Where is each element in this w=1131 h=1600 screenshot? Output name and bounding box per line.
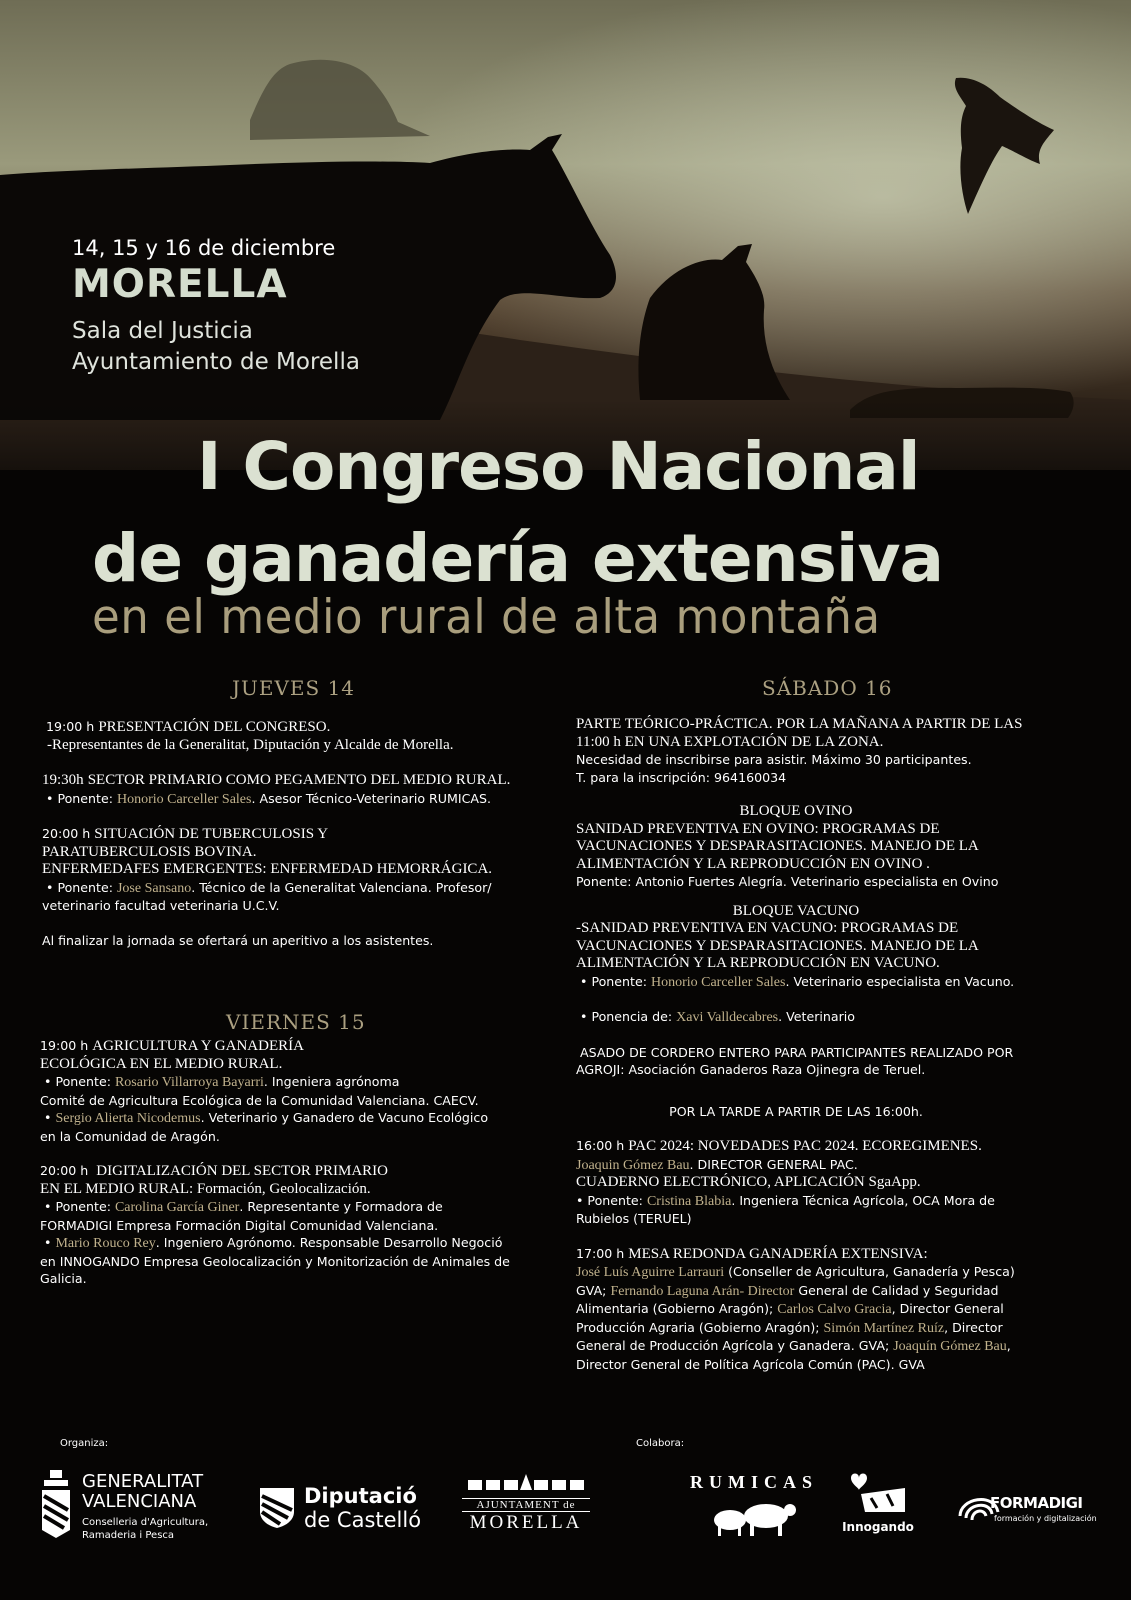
speaker-line-cont: veterinario facultad veterinaria U.C.V. — [42, 898, 280, 913]
formadigi-tagline: formación y digitalización — [994, 1514, 1097, 1523]
program-item-title: CUADERNO ELECTRÓNICO, APLICACIÓN SgaApp. — [576, 1174, 921, 1190]
day-heading-viernes: VIERNES 15 — [226, 1010, 366, 1034]
lunch-note: ASADO DE CORDERO ENTERO PARA PARTICIPANTES REALIZADO POR — [580, 1044, 1014, 1060]
formadigi-logo — [954, 1486, 1104, 1536]
program-item: 20:00 h SITUACIÓN DE TUBERCULOSIS Y — [42, 826, 329, 842]
registration-note: Necesidad de inscribirse para asistir. Máximo 30 participantes. — [576, 752, 972, 767]
jueves-note: Al finalizar la jornada se ofertará un aperitivo a los asistentes. — [42, 932, 434, 948]
gva-line-1: GENERALITAT — [82, 1471, 204, 1492]
speaker-line: • Mario Rouco Rey. Ingeniero Agrónomo. Responsable Desarrollo Negoció — [40, 1235, 503, 1251]
speaker-line-cont: Galicia. — [40, 1271, 87, 1286]
program-item-title: ECOLÓGICA EN EL MEDIO RURAL. — [40, 1055, 283, 1072]
program-item-title: PARATUBERCULOSIS BOVINA. — [42, 843, 257, 860]
congress-title-line-2: de ganadería extensiva — [92, 520, 944, 597]
program-item: 17:00 h MESA REDONDA GANADERÍA EXTENSIVA: — [576, 1245, 928, 1262]
congress-subtitle: en el medio rural de alta montaña — [92, 590, 881, 645]
speaker-line: • Ponente: Honorio Carceller Sales. Asesor Técnico-Veterinario RUMICAS. — [46, 790, 492, 807]
speaker-line-cont: en la Comunidad de Aragón. — [40, 1128, 220, 1144]
day-heading-sabado: SÁBADO 16 — [762, 676, 893, 700]
speaker-line-cont: en INNOGANDO Empresa Geolocalización y Monitorización de Animales de — [40, 1253, 510, 1269]
lunch-note: AGROJI: Asociación Ganaderos Raza Ojinegra de Teruel. — [576, 1062, 926, 1077]
program-item: 19:00 h AGRICULTURA Y GANADERÍA — [40, 1038, 304, 1054]
innogando-name: Innogando — [842, 1520, 914, 1534]
speaker-line: • Ponente: Cristina Blabia. Ingeniera Técnica Agrícola, OCA Mora de — [576, 1192, 995, 1209]
program-item-title: ALIMENTACIÓN Y LA REPRODUCCIÓN EN OVINO . — [576, 855, 930, 872]
panel-line: Alimentaria (Gobierno Aragón); Carlos Calvo Gracia, Director General — [576, 1301, 1004, 1317]
cow-heart-icon — [847, 1472, 909, 1516]
program-item: 16:00 h PAC 2024: NOVEDADES PAC 2024. ECOREGIMENES. — [576, 1138, 982, 1154]
event-town: MORELLA — [72, 262, 288, 307]
colabora-label: Colabora: — [636, 1438, 685, 1449]
speaker-line-cont: Rubielos (TERUEL) — [576, 1211, 692, 1226]
rumicas-name: RUMICAS — [690, 1472, 819, 1492]
formadigi-name: FORMADIGI — [990, 1494, 1083, 1512]
panel-line: Director General de Política Agrícola Común (PAC). GVA — [576, 1356, 925, 1372]
ajuntament-line-1: AJUNTAMENT de — [462, 1498, 590, 1512]
ajuntament-line-2: MORELLA — [469, 1512, 583, 1533]
panel-line: José Luís Aguirre Larrauri (Conseller de Agricultura, Ganadería y Pesca) — [576, 1264, 1015, 1280]
diputacio-name — [304, 1484, 421, 1532]
program-item-title: EN EL MEDIO RURAL: Formación, Geolocalización. — [40, 1180, 371, 1197]
diputacio-emblem-icon — [258, 1486, 296, 1528]
gva-sub-2: Ramaderia i Pesca — [82, 1530, 175, 1541]
generalitat-logo — [38, 1466, 238, 1546]
program-item-title: VACUNACIONES Y DESPARASITACIONES. MANEJO DE LA — [576, 838, 979, 854]
speaker-line: Ponente: Antonio Fuertes Alegría. Veterinario especialista en Ovino — [576, 874, 999, 889]
livestock-icon — [702, 1498, 802, 1538]
ajuntament-logo — [462, 1472, 590, 1536]
speaker-line-cont: Comité de Agricultura Ecológica de la Comunidad Valenciana. CAECV. — [40, 1092, 479, 1108]
congress-title-line-1: I Congreso Nacional — [197, 428, 920, 505]
venue-line-1: Sala del Justicia — [72, 318, 253, 344]
program-item: 19:30h SECTOR PRIMARIO COMO PEGAMENTO DEL MEDIO RURAL. — [42, 772, 511, 788]
jueves-program — [42, 718, 562, 949]
gva-name — [82, 1472, 203, 1512]
dip-line-2: de Castelló — [304, 1508, 422, 1532]
rumicas-logo — [690, 1466, 819, 1546]
afternoon-note: POR LA TARDE A PARTIR DE LAS 16:00h. — [669, 1103, 923, 1119]
event-venue — [72, 316, 360, 378]
dip-line-1: Diputació — [304, 1484, 417, 1508]
program-item-desc: -Representantes de la Generalitat, Diputación y Alcalde de Morella. — [47, 736, 454, 753]
day-heading-jueves: JUEVES 14 — [232, 676, 356, 700]
program-item-title: ENFERMEDAFES EMERGENTES: ENFERMEDAD HEMORRÁGICA. — [42, 861, 493, 877]
program-intro: PARTE TEÓRICO-PRÁCTICA. POR LA MAÑANA A PARTIR DE LAS — [576, 716, 1023, 732]
program-item: 20:00 h DIGITALIZACIÓN DEL SECTOR PRIMARIO — [40, 1163, 388, 1179]
program-item-title: ALIMENTACIÓN Y LA REPRODUCCIÓN EN VACUNO. — [576, 955, 940, 971]
speaker-line: • Ponente: Carolina García Giner. Representante y Formadora de — [44, 1199, 443, 1215]
speaker-line: Joaquin Gómez Bau. DIRECTOR GENERAL PAC. — [576, 1156, 858, 1173]
crown-icon — [466, 1472, 586, 1492]
diputacio-logo — [258, 1484, 438, 1534]
organiza-label: Organiza: — [60, 1438, 109, 1449]
panel-line: Producción Agraria (Gobierno Aragón); Simón Martínez Ruíz, Director — [576, 1319, 1003, 1336]
block-heading-vacuno: BLOQUE VACUNO — [732, 902, 860, 919]
sabado-program — [576, 716, 1096, 1373]
registration-phone: T. para la inscripción: 964160034 — [576, 769, 787, 785]
generalitat-shield-icon — [38, 1466, 74, 1538]
speaker-line: • Ponente: Honorio Carceller Sales. Veterinario especialista en Vacuno. — [580, 973, 1015, 990]
program-intro: 11:00 h EN UNA EXPLOTACIÓN DE LA ZONA. — [576, 733, 884, 750]
panel-line: General de Producción Agrícola y Ganadera. GVA; Joaquín Gómez Bau, — [576, 1338, 1011, 1354]
gva-conselleria — [82, 1516, 208, 1542]
program-item: 19:00 h PRESENTACIÓN DEL CONGRESO. — [46, 719, 331, 735]
venue-line-2: Ayuntamiento de Morella — [72, 349, 360, 375]
event-dates: 14, 15 y 16 de diciembre — [72, 236, 336, 260]
gva-sub-1: Conselleria d'Agricultura, — [82, 1517, 209, 1528]
program-item-title: -SANIDAD PREVENTIVA EN VACUNO: PROGRAMAS DE — [576, 920, 959, 936]
speaker-line: • Ponente: Jose Sansano. Técnico de la Generalitat Valenciana. Profesor/ — [46, 879, 492, 896]
panel-line: GVA; Fernando Laguna Arán- Director General de Calidad y Seguridad — [576, 1282, 999, 1299]
speaker-line: • Sergio Alierta Nicodemus. Veterinario y Ganadero de Vacuno Ecológico — [40, 1110, 489, 1126]
gva-line-2: VALENCIANA — [82, 1491, 197, 1512]
speaker-line-cont: FORMADIGI Empresa Formación Digital Comunidad Valenciana. — [40, 1217, 439, 1233]
speaker-line: • Ponencia de: Xavi Valldecabres. Veterinario — [580, 1009, 855, 1025]
program-item-title: SANIDAD PREVENTIVA EN OVINO: PROGRAMAS DE — [576, 820, 940, 837]
innogando-logo — [838, 1472, 918, 1542]
program-item-title: VACUNACIONES Y DESPARASITACIONES. MANEJO DE LA — [576, 937, 979, 954]
block-heading-ovino: BLOQUE OVINO — [739, 803, 853, 819]
viernes-program — [40, 1037, 560, 1288]
speaker-line: • Ponente: Rosario Villarroya Bayarri. Ingeniera agrónoma — [44, 1074, 400, 1090]
